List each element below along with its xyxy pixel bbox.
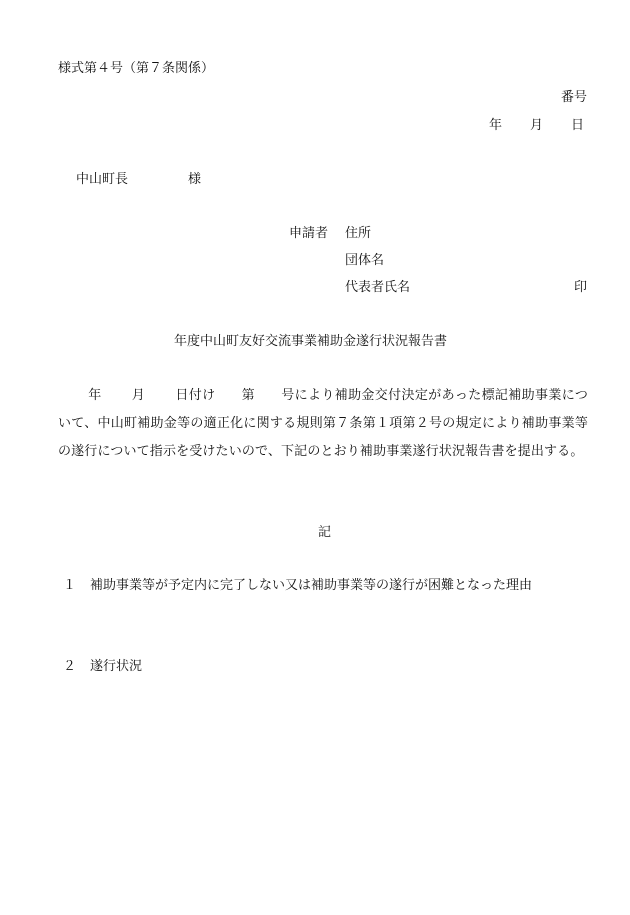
applicant-address-label: 住所 [345, 226, 372, 241]
addressee-line [76, 173, 201, 186]
date-year-label: 年 [489, 118, 503, 133]
item-1-number: １ [63, 578, 77, 593]
addressee-honorific: 様 [188, 172, 202, 187]
seal-label: 印 [574, 280, 588, 295]
applicant-rep-label: 代表者氏名 [345, 280, 411, 295]
body-no-prefix: 第 [241, 388, 256, 403]
item-1 [63, 579, 532, 592]
item-2 [63, 660, 142, 673]
item-2-number: ２ [63, 659, 77, 674]
applicant-role-label: 申請者 [289, 226, 329, 241]
date-month-label: 月 [530, 118, 544, 133]
body-year: 年 [88, 388, 102, 403]
ki-heading: 記 [318, 525, 332, 540]
form-number-label: 様式第４号（第７条関係） [58, 61, 215, 76]
date-day-label: 日 [571, 118, 585, 133]
applicant-org-label: 団体名 [345, 253, 385, 268]
item-1-text: 補助事業等が予定内に完了しない又は補助事業等の遂行が困難となった理由 [90, 578, 533, 593]
body-paragraph [58, 382, 588, 466]
document-title: 年度中山町友好交流事業補助金遂行状況報告書 [174, 334, 448, 349]
number-label: 番号 [561, 90, 588, 105]
body-dated: 日付け [175, 388, 216, 403]
item-2-text: 遂行状況 [90, 659, 143, 674]
body-month: 月 [131, 388, 146, 403]
body-text: 号により補助金交付決定があった標記補助事業について、中山町補助金等の適正化に関する規則第７条第１項第２号の規定により補助事業等の遂行について指示を受けたいので、下記のとおり補助事業遂行状況報告書を提出する。 [58, 388, 588, 459]
date-line [489, 119, 584, 132]
addressee-name: 中山町長 [76, 172, 129, 187]
